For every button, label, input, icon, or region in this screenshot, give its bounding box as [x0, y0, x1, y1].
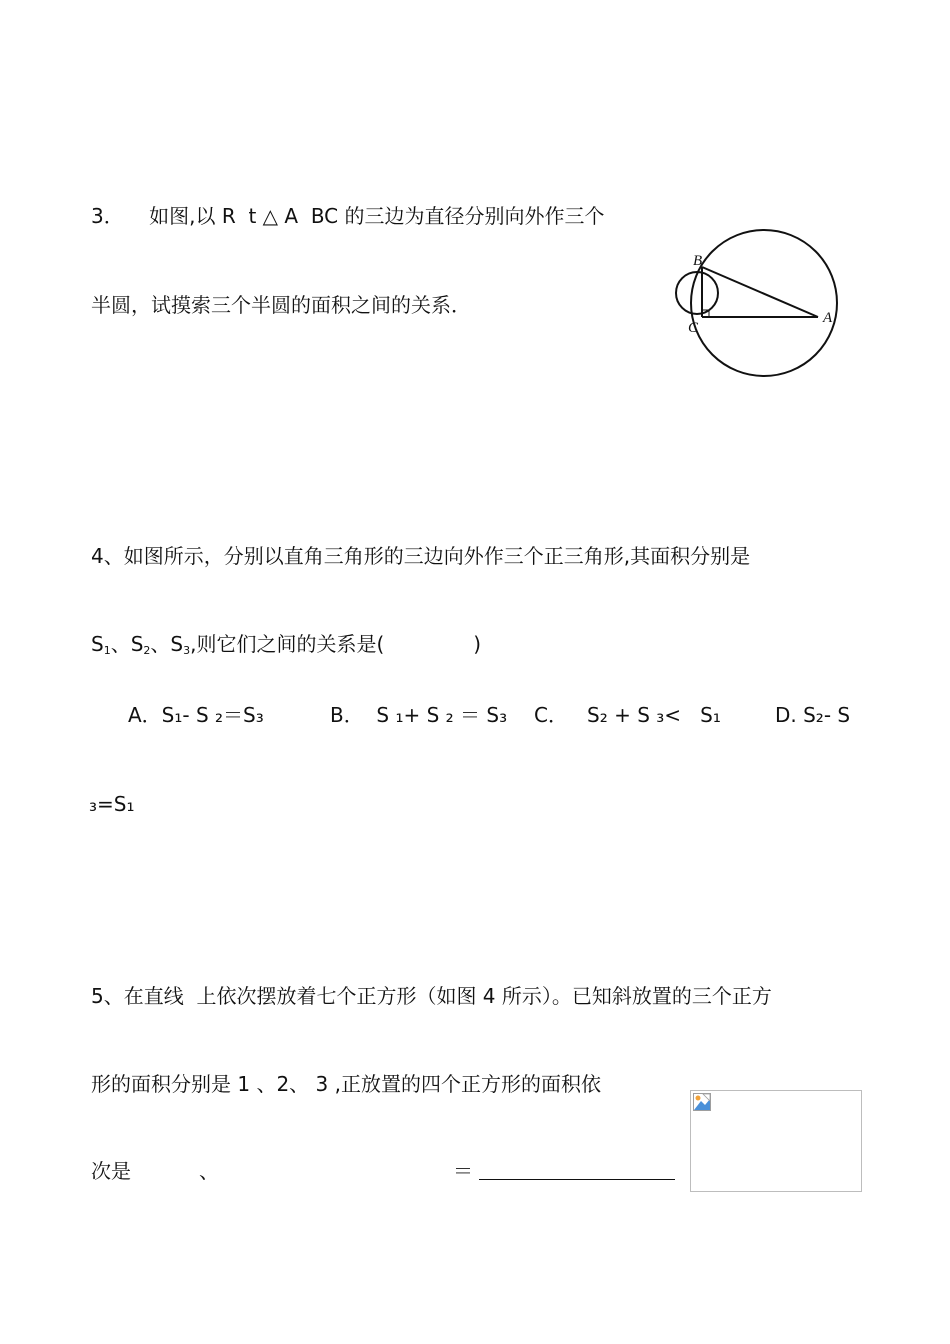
label-b: B [693, 253, 703, 269]
s2: 、S [110, 632, 144, 656]
q3-line1: 3． 如图,以 R t △ A BC 的三边为直径分别向外作三个 [91, 204, 605, 228]
q4-options [0, 702, 950, 728]
q4-line1: 4、如图所示，分别以直角三角形的三边向外作三个正三角形,其面积分别是 [91, 544, 751, 568]
option-c: C． S₂ + S ₃< S₁ [534, 703, 721, 727]
q3-figure [660, 220, 860, 390]
q4-option-d-wrap: ₃=S₁ [89, 792, 135, 816]
s1: S [91, 632, 104, 656]
q4-line2-rest: ,则它们之间的关系是( ) [190, 632, 482, 656]
small-semicircle-circle [676, 272, 718, 314]
equals-sign: ＝ [453, 1159, 473, 1183]
broken-image-icon [693, 1093, 711, 1111]
q3-line2: 半圆，试摸索三个半圆的面积之间的关系． [91, 293, 471, 317]
q5-line1: 5、在直线 上依次摆放着七个正方形（如图 4 所示）。已知斜放置的三个正方 [91, 984, 772, 1008]
side-ba [702, 267, 818, 317]
answer-blank [479, 1161, 675, 1180]
label-a: A [823, 310, 833, 326]
q5-line3-start: 次是 [91, 1159, 131, 1183]
s2-sub: 2 [143, 644, 151, 657]
figure4-image [690, 1090, 862, 1192]
label-c: C [688, 320, 699, 336]
option-b: B． S ₁+ S ₂ ＝ S₃ [330, 703, 508, 727]
option-a: A．S₁- S ₂＝S₃ [128, 703, 264, 727]
s3: 、S [150, 632, 184, 656]
q5-line3-sep: 、 [199, 1159, 219, 1183]
large-semicircle-circle [691, 230, 837, 376]
s1-sub: 1 [103, 644, 111, 657]
q5-line2: 形的面积分别是 1 、2、 3 ,正放置的四个正方形的面积依 [91, 1072, 601, 1096]
s3-sub: 3 [183, 644, 191, 657]
option-d: D. S₂- S [775, 703, 851, 727]
q4-line2 [91, 631, 481, 664]
q5-line3-eq [453, 1158, 675, 1184]
